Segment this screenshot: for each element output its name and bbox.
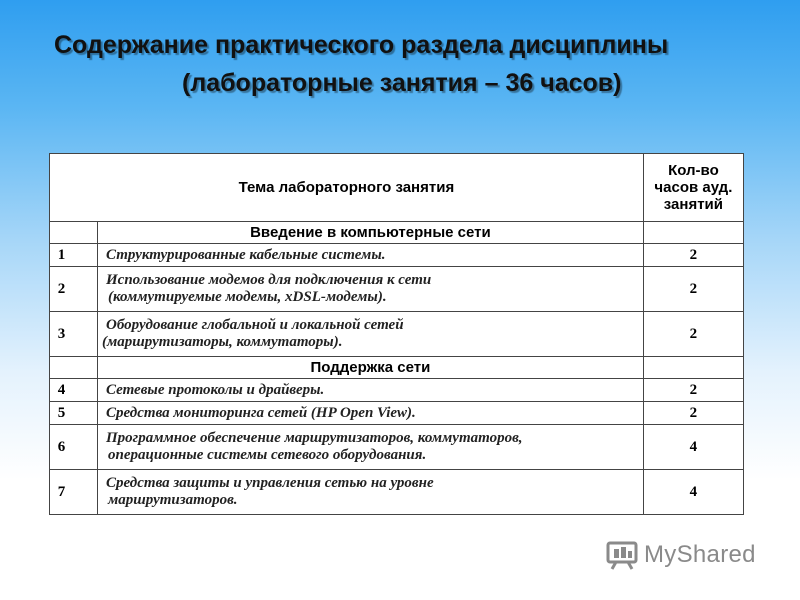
row-topic-line: Структурированные кабельные системы.: [106, 246, 386, 263]
row-number: [50, 470, 98, 515]
header-hours-line: часов ауд.: [654, 179, 733, 196]
section-title: Введение в компьютерные сети: [98, 222, 644, 244]
watermark-logo: [606, 540, 756, 570]
row-topic-line: Использование модемов для подключения к сети: [106, 272, 432, 288]
slide-title-line-2: (лабораторные занятия – 36 часов): [182, 69, 622, 97]
row-topic: [98, 267, 644, 312]
section-num-cell: [50, 222, 98, 244]
row-number-text: 4: [57, 381, 66, 398]
row-hours: 2: [643, 379, 743, 402]
slide-title-line-1: Содержание практического раздела дисциплины: [54, 31, 669, 59]
myshared-logo-icon: [606, 540, 640, 570]
row-topic: [98, 379, 644, 402]
row-hours: 2: [643, 244, 743, 267]
section-row: [50, 222, 744, 244]
row-topic-line: (коммутируемые модемы, xDSL-модемы).: [108, 289, 387, 305]
row-topic-line: маршрутизаторов.: [108, 492, 238, 508]
row-number-text: 1: [57, 246, 66, 263]
watermark-text: MyShared: [644, 541, 756, 568]
section-hours-cell: [643, 222, 743, 244]
section-num-cell: [50, 357, 98, 379]
row-number-text: 6: [57, 438, 66, 455]
row-number: [50, 379, 98, 402]
row-hours: 2: [643, 402, 743, 425]
row-topic: [98, 470, 644, 515]
row-hours: 4: [643, 425, 743, 470]
row-topic-line: Сетевые протоколы и драйверы.: [106, 381, 325, 398]
header-hours-line: занятий: [663, 196, 723, 213]
row-hours: 2: [643, 267, 743, 312]
section-hours-cell: [643, 357, 743, 379]
row-number: [50, 244, 98, 267]
table-header-row: [50, 154, 744, 222]
row-topic-line: Средства мониторинга сетей (HP Open View).: [106, 404, 416, 421]
row-number: [50, 267, 98, 312]
row-number: [50, 312, 98, 357]
row-topic-line: Оборудование глобальной и локальной сетей: [106, 317, 404, 333]
row-topic: [98, 425, 644, 470]
row-topic-line: Средства защиты и управления сетью на уровне: [106, 475, 434, 491]
row-topic: [98, 244, 644, 267]
table-row: [50, 470, 744, 515]
row-topic-line: (маршрутизаторы, коммутаторы).: [102, 334, 343, 350]
row-number-text: 2: [57, 280, 66, 297]
row-topic: [98, 402, 644, 425]
table-row: [50, 312, 744, 357]
row-number: [50, 425, 98, 470]
row-number-text: 5: [57, 404, 66, 421]
row-topic-line: Программное обеспечение маршрутизаторов, коммутаторов,: [106, 430, 523, 446]
table-row: [50, 379, 744, 402]
lab-topics-table: [49, 153, 744, 515]
row-number-text: 7: [57, 483, 66, 500]
table-row: [50, 267, 744, 312]
row-hours: 2: [643, 312, 743, 357]
header-topic: Тема лабораторного занятия: [50, 154, 644, 222]
header-hours: [643, 154, 743, 222]
row-number-text: 3: [57, 325, 66, 342]
table-row: [50, 244, 744, 267]
section-title: Поддержка сети: [98, 357, 644, 379]
table-row: [50, 425, 744, 470]
row-number: [50, 402, 98, 425]
table-row: [50, 402, 744, 425]
row-topic: [98, 312, 644, 357]
section-row: [50, 357, 744, 379]
row-hours: 4: [643, 470, 743, 515]
header-hours-line: Кол-во: [668, 162, 719, 179]
row-topic-line: операционные системы сетевого оборудования.: [108, 447, 427, 463]
